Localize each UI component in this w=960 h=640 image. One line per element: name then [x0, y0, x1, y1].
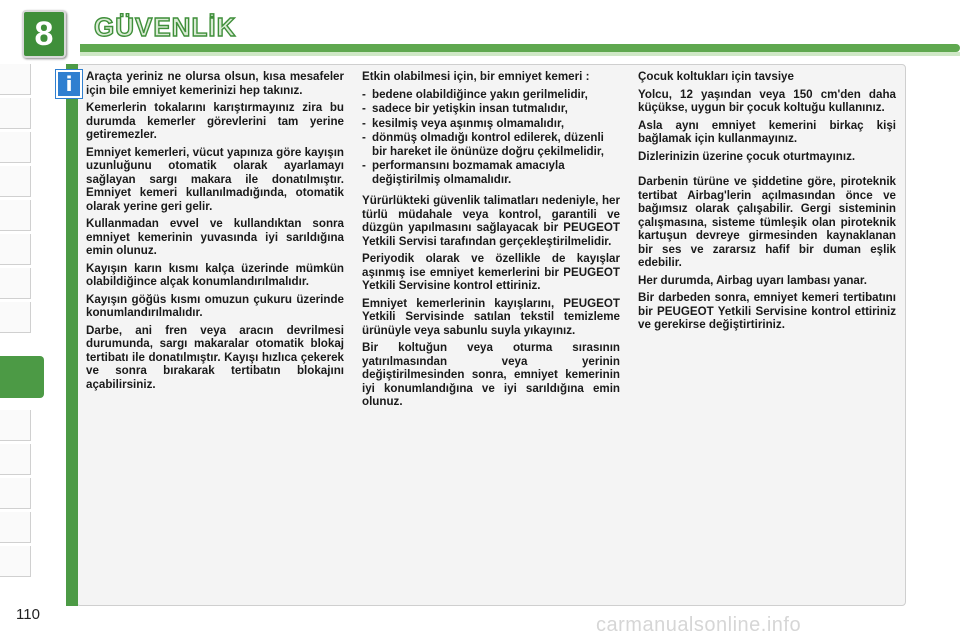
watermark: carmanualsonline.info [596, 614, 802, 636]
requirements-list [362, 88, 620, 187]
paragraph: Darbenin türüne ve şiddetine göre, piroteknik tertibat Airbag'lerin açılmasından önce ve bağımsız olarak çalışabilir. Gergi sisteminin çalışmasına, sisteme tümleşik olan piroteknik kartuşun devreye girmesinden kaynaklanan bir ses ve zararsız hafif bir duman eşlik edebilir. [638, 175, 896, 269]
chapter-title: GÜVENLİK [94, 12, 237, 42]
paragraph: Asla aynı emniyet kemerini birkaç kişi bağlamak için kullanmayınız. [638, 118, 896, 145]
list-item: - bedene olabildiğince yakın gerilmelidir, [362, 88, 620, 102]
side-tab[interactable] [0, 268, 31, 299]
side-tab[interactable] [0, 512, 31, 543]
paragraph: Dizlerinizin üzerine çocuk oturtmayınız. [638, 149, 856, 163]
page-number: 110 [16, 606, 40, 623]
side-tab[interactable] [0, 200, 31, 231]
paragraph: Kayışın göğüs kısmı omuzun çukuru üzerinde konumlandırılmalıdır. [86, 292, 344, 319]
side-tab[interactable] [0, 132, 31, 163]
side-tab[interactable] [0, 98, 31, 129]
paragraph: Darbe, ani fren veya aracın devrilmesi durumunda, sargı makaralar otomatik blokaj tertibatı ile donatılmıştır. Kayışı hızlıca çekerek ve sonra bırakarak tertibatın blokajını açabilirsiniz. [86, 323, 344, 391]
panel-accent-stripe [66, 64, 78, 606]
paragraph: Kemerlerin tokalarını karıştırmayınız zira bu durumda kemerler görevlerini tam yerine getiremezler. [86, 101, 344, 141]
chapter-number-badge: 8 [22, 10, 66, 58]
spacer [638, 167, 896, 175]
header-rule [80, 44, 960, 52]
list-item: - dönmüş olmadığı kontrol edilerek, düzenli bir hareket ile önünüze doğru çekilmelidir, [362, 131, 620, 158]
side-tab[interactable] [0, 64, 31, 95]
chapter-side-tabs [0, 64, 36, 584]
side-tab[interactable] [0, 546, 31, 577]
paragraph: Emniyet kemerlerinin kayışlarını, PEUGEOT Yetkili Servisinde satılan tekstil temizleme ürünüyle veya sabunlu suyla yıkayınız. [362, 296, 620, 337]
info-icon: i [56, 70, 82, 98]
side-tab[interactable] [0, 478, 31, 509]
paragraph: Kullanmadan evvel ve kullandıktan sonra emniyet kemerinin yuvasında iyi sarıldığına emin olunuz. [86, 217, 344, 257]
section-heading: Çocuk koltukları için tavsiye [638, 70, 794, 83]
paragraph: Yolcu, 12 yaşından veya 150 cm'den daha küçükse, uygun bir çocuk koltuğu kullanınız. [638, 87, 896, 114]
paragraph: Periyodik olarak ve özellikle de kayışlar aşınmış ise emniyet kemerlerini bir PEUGEOT Yetkili Servisine kontrol ettiriniz. [362, 252, 620, 292]
side-tab[interactable] [0, 234, 31, 265]
column-left [86, 70, 344, 395]
page-header [0, 0, 960, 56]
paragraph: Bir koltuğun veya oturma sırasının yatırılmasından veya yerinin değiştirilmesinden sonra, emniyet kemerinin iyi konumlandığına ve iyi sarıldığına emin olunuz. [362, 341, 620, 408]
column-right [638, 70, 896, 336]
list-item: - performansını bozmamak amacıyla değiştirilmiş olmamalıdır. [362, 159, 620, 186]
column-middle [362, 70, 620, 413]
paragraph: Emniyet kemerleri, vücut yapınıza göre kayışın uzunluğunu otomatik olarak ayarlamayı sağlayan sargı makara ile donatılmıştır. Emniyet kemeri kullanılmadığında, otomatik olarak yerine geri gelir. [86, 145, 344, 213]
paragraph-intro: Etkin olabilmesi için, bir emniyet kemeri : [362, 70, 590, 83]
side-tab-active[interactable] [0, 356, 44, 398]
side-tab[interactable] [0, 166, 31, 197]
paragraph: Kayışın karın kısmı kalça üzerinde mümkün olabildiğince alçak konumlandırılmalıdır. [86, 261, 344, 288]
side-tab[interactable] [0, 302, 31, 333]
list-item: - kesilmiş veya aşınmış olmamalıdır, [362, 117, 620, 131]
header-rule-light [80, 52, 960, 56]
paragraph: Yürürlükteki güvenlik talimatları nedeniyle, her türlü müdahale veya kontrol, garantili ve düzgün yapılmasını sağlayacak bir PEUGEOT Yetkili Servisi tarafından gerçekleştirilmelidir. [362, 194, 620, 248]
list-item: - sadece bir yetişkin insan tutmalıdır, [362, 102, 620, 116]
paragraph: Araçta yeriniz ne olursa olsun, kısa mesafeler için bile emniyet kemerinizi hep takınız. [86, 70, 344, 97]
side-tab[interactable] [0, 410, 31, 441]
side-tab[interactable] [0, 444, 31, 475]
paragraph: Her durumda, Airbag uyarı lambası yanar. [638, 273, 867, 287]
paragraph: Bir darbeden sonra, emniyet kemeri tertibatını bir PEUGEOT Yetkili Servisine kontrol ettiriniz ve gerekirse değiştirtiriniz. [638, 291, 896, 331]
